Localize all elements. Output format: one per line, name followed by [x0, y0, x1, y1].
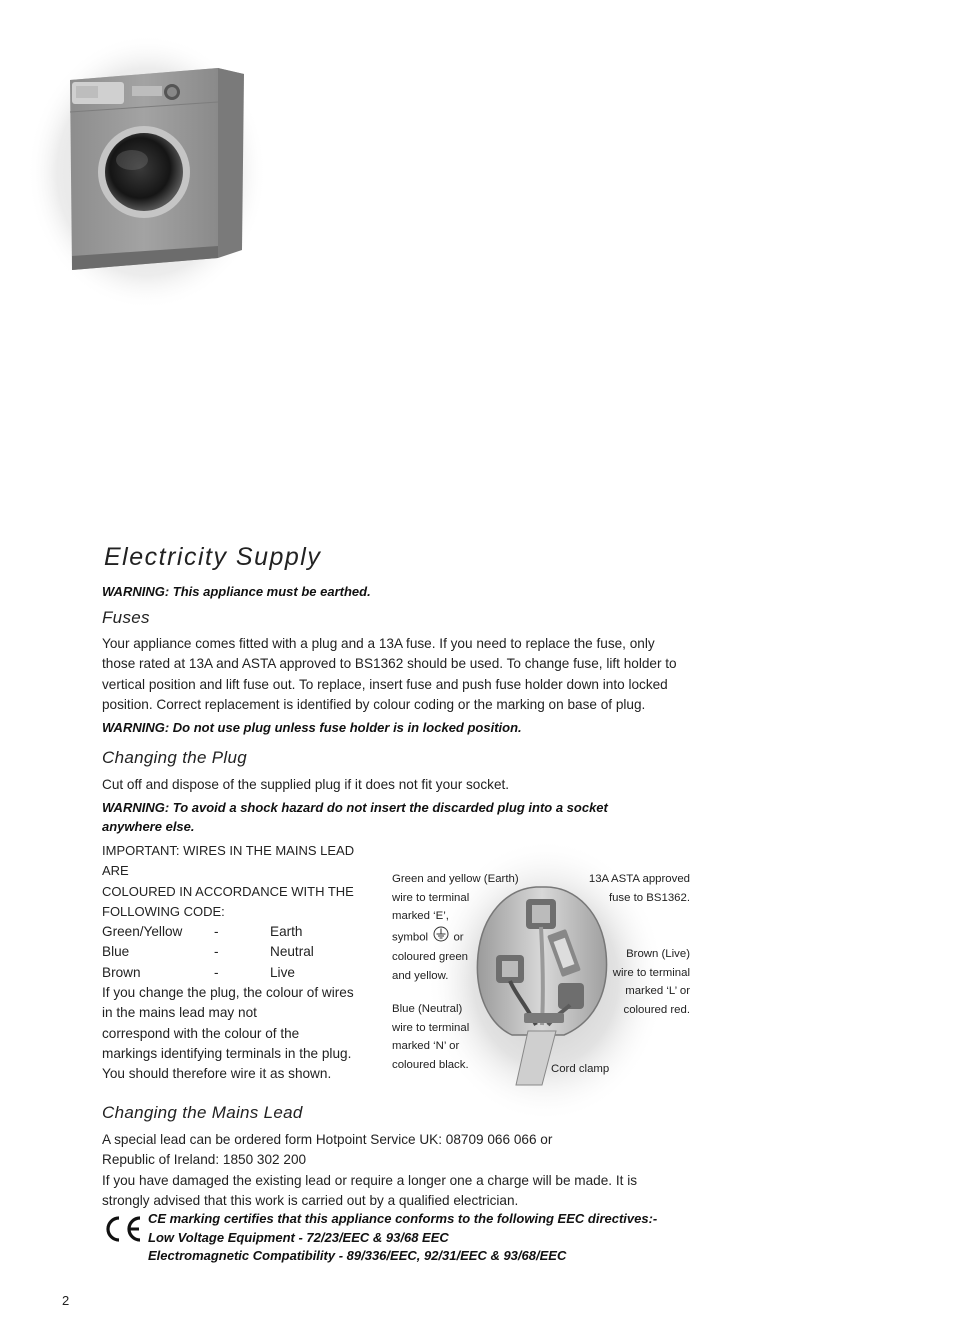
wire-dash: -: [214, 964, 219, 980]
neutral-wire-label: [392, 1000, 512, 1074]
ce-line: Low Voltage Equipment - 72/23/EEC & 93/68 EEC: [148, 1229, 449, 1245]
changing-plug-heading: Changing the Plug: [102, 748, 247, 767]
ce-mark-icon: [103, 1214, 143, 1249]
fuses-line: position. Correct replacement is identified by colour coding or the marking on base of plug.: [102, 696, 646, 712]
ce-line: CE marking certifies that this appliance conforms to the following EEC directives:-: [148, 1211, 658, 1226]
mains-lead-heading: Changing the Mains Lead: [102, 1103, 303, 1122]
shock-hazard-warning: [102, 798, 608, 836]
ce-line: Electromagnetic Compatibility - 89/336/EEC, 92/31/EEC & 93/68/EEC: [148, 1248, 567, 1263]
live-label-line: coloured red.: [623, 1003, 690, 1016]
shock-warning-line: anywhere else.: [102, 819, 195, 834]
wire-code-row: [102, 963, 382, 983]
neutral-label-line: coloured black.: [392, 1058, 469, 1071]
earth-label-line: marked ‘E’,: [392, 910, 449, 923]
neutral-label-line: wire to terminal: [392, 1021, 470, 1034]
fuse-label-line: 13A ASTA approved: [588, 873, 690, 885]
wire-code-row: [102, 942, 382, 962]
fuses-heading: Fuses: [102, 608, 150, 627]
earth-symbol-icon: [433, 926, 449, 949]
fuse-holder-warning: WARNING: Do not use plug unless fuse holder is in locked position.: [102, 720, 522, 735]
earth-label-line: coloured green: [392, 951, 468, 964]
mains-line: A special lead can be ordered form Hotpoint Service UK: 08709 066 066 or: [102, 1132, 553, 1147]
after-line: markings identifying terminals in the plug.: [102, 1045, 352, 1061]
live-label-line: Brown (Live): [626, 948, 690, 960]
important-line: FOLLOWING CODE:: [102, 903, 225, 919]
changing-plug-intro: Cut off and dispose of the supplied plug if it does not fit your socket.: [102, 777, 510, 792]
earth-label-line: Green and yellow (Earth): [392, 873, 519, 885]
mains-line: Republic of Ireland: 1850 302 200: [102, 1152, 307, 1168]
wire-meaning: Live: [270, 964, 295, 980]
earth-label-line: or: [453, 931, 464, 944]
wire-colour: Green/Yellow: [102, 924, 183, 940]
neutral-label-line: Blue (Neutral): [392, 1003, 463, 1015]
after-line: in the mains lead may not: [102, 1005, 257, 1021]
live-label-line: wire to terminal: [612, 966, 690, 979]
important-line: COLOURED IN ACCORDANCE WITH THE: [102, 883, 354, 899]
fuse-label-line: fuse to BS1362.: [608, 891, 690, 904]
earth-label-line: symbol: [392, 931, 429, 944]
washing-machine-image: [22, 32, 272, 312]
wire-dash: -: [214, 944, 219, 960]
live-wire-label: [580, 945, 690, 1019]
wire-code-block: [102, 841, 382, 1085]
mains-lead-paragraph: [102, 1130, 722, 1211]
earth-label-line: and yellow.: [392, 969, 449, 982]
after-line: If you change the plug, the colour of wires: [102, 985, 354, 1001]
cord-clamp-label: Cord clamp: [551, 1063, 610, 1075]
earth-warning: WARNING: This appliance must be earthed.: [102, 584, 371, 599]
page-number: 2: [62, 1293, 70, 1308]
ce-statement: [148, 1210, 657, 1266]
fuse-label: [560, 870, 690, 907]
mains-line: strongly advised that this work is carried out by a qualified electrician.: [102, 1192, 519, 1208]
after-line: You should therefore wire it as shown.: [102, 1066, 332, 1082]
wire-colour: Brown: [102, 964, 141, 980]
earth-symbol-line: [392, 926, 532, 949]
shock-warning-line: WARNING: To avoid a shock hazard do not insert the discarded plug into a socket: [102, 800, 608, 815]
after-line: correspond with the colour of the: [102, 1025, 300, 1041]
earth-wire-label: [392, 870, 532, 986]
earth-label-line: wire to terminal: [392, 891, 470, 904]
wire-meaning: Earth: [270, 924, 303, 940]
wire-code-row: [102, 922, 382, 942]
fuses-paragraph: [102, 634, 712, 715]
neutral-label-line: marked ‘N’ or: [392, 1040, 460, 1053]
mains-line: If you have damaged the existing lead or require a longer one a charge will be made. It is: [102, 1172, 638, 1188]
important-line: IMPORTANT: WIRES IN THE MAINS LEAD ARE: [102, 843, 355, 879]
live-label-line: marked ‘L’ or: [625, 985, 690, 998]
page-title: Electricity Supply: [104, 543, 322, 571]
wire-meaning: Neutral: [270, 944, 314, 960]
fuses-line: those rated at 13A and ASTA approved to BS1362 should be used. To change fuse, lift holder to: [102, 656, 677, 672]
wire-colour: Blue: [102, 944, 130, 960]
fuses-line: vertical position and lift fuse out. To replace, insert fuse and push fuse holder down into locked: [102, 676, 668, 692]
fuses-line: Your appliance comes fitted with a plug and a 13A fuse. If you need to replace the fuse, only: [102, 636, 655, 651]
wire-dash: -: [214, 924, 219, 940]
